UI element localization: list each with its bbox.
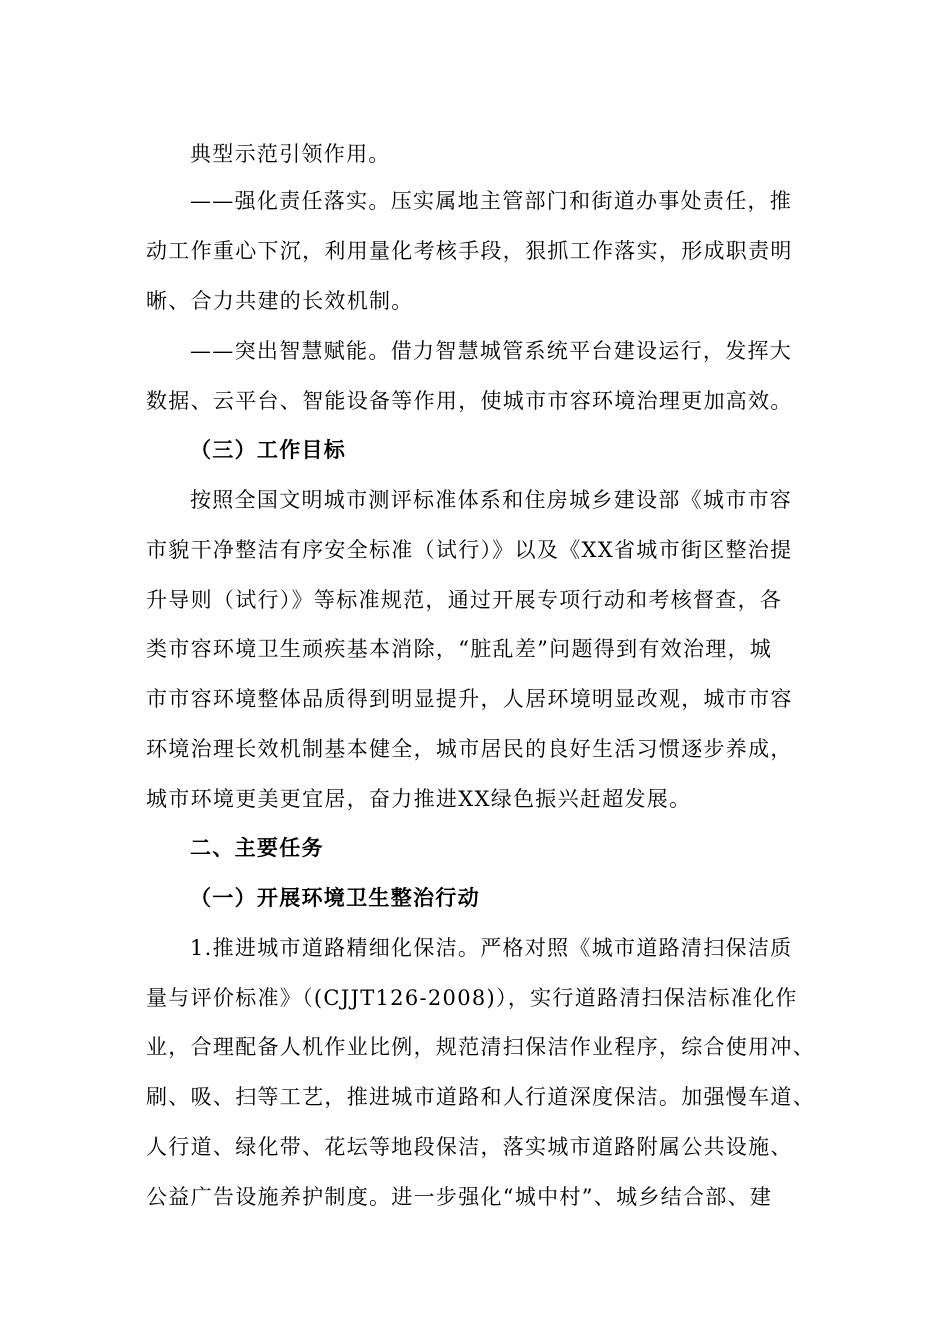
paragraph-line: 晰、合力共建的长效机制。	[146, 289, 414, 313]
paragraph-line: ——突出智慧赋能。借力智慧城管系统平台建设运行，发挥大	[190, 339, 793, 363]
paragraph-line: 市貌干净整洁有序安全标准（试行）》以及《XX省城市街区整治提	[146, 538, 793, 562]
section-heading: 二、主要任务	[190, 836, 324, 860]
paragraph-line: 刷、吸、扫等工艺，推进城市道路和人行道深度保洁。加强慢车道、	[146, 1085, 815, 1109]
paragraph-line: 类市容环境卫生顽疾基本消除，“脏乱差”问题得到有效治理，城	[146, 637, 773, 661]
paragraph-line: 数据、云平台、智能设备等作用，使城市市容环境治理更加高效。	[146, 389, 793, 413]
paragraph-line: 业，合理配备人机作业比例，规范清扫保洁作业程序，综合使用冲、	[146, 1035, 815, 1059]
section-heading: （三）工作目标	[190, 438, 347, 462]
paragraph-line: 动工作重心下沉，利用量化考核手段，狠抓工作落实，形成职责明	[146, 239, 793, 263]
paragraph-line: 环境治理长效机制基本健全，城市居民的良好生活习惯逐步养成，	[146, 737, 793, 761]
paragraph-line: 按照全国文明城市测评标准体系和住房城乡建设部《城市市容	[190, 488, 793, 512]
paragraph-line: ——强化责任落实。压实属地主管部门和街道办事处责任，推	[190, 189, 793, 213]
paragraph-line: 人行道、绿化带、花坛等地段保洁，落实城市道路附属公共设施、	[146, 1135, 793, 1159]
paragraph-line: 城市环境更美更宜居，奋力推进XX绿色振兴赶超发展。	[146, 787, 692, 811]
paragraph-line: 量与评价标准》（(CJJT126-2008)），实行道路清扫保洁标准化作	[146, 986, 798, 1010]
paragraph-line: 公益广告设施养护制度。进一步强化“城中村”、城乡结合部、建	[146, 1185, 773, 1209]
subsection-heading: （一）开展环境卫生整治行动	[190, 886, 480, 910]
paragraph-line: 升导则（试行）》等标准规范，通过开展专项行动和考核督查，各	[146, 588, 783, 612]
paragraph-line: 典型示范引领作用。	[190, 142, 391, 166]
paragraph-line: 市市容环境整体品质得到明显提升，人居环境明显改观，城市市容	[146, 687, 793, 711]
paragraph-line: 1.推进城市道路精细化保洁。严格对照《城市道路清扫保洁质	[190, 936, 793, 960]
